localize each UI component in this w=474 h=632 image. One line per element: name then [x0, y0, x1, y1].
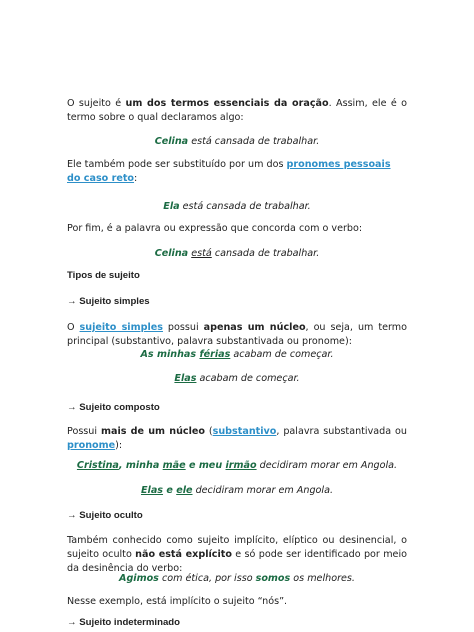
text: cansada de trabalhar.: [211, 248, 320, 259]
text: O sujeito é: [67, 98, 126, 109]
link-substantivo[interactable]: substantivo: [212, 426, 277, 437]
arrow-icon: →: [67, 296, 77, 307]
nucleo-underlined: mãe: [162, 460, 186, 471]
paragraph-substitution: [67, 158, 407, 186]
bold-phrase: apenas um núcleo: [203, 322, 306, 333]
arrow-icon: →: [67, 402, 77, 413]
text: :: [134, 173, 138, 184]
text: e: [185, 460, 199, 471]
paragraph-simples: [67, 321, 407, 349]
text: e: [163, 485, 177, 496]
link-pronomes-pessoais[interactable]: pronomes pessoais do caso reto: [67, 159, 391, 184]
example-2: [67, 200, 407, 214]
heading-tipos-de-sujeito: Tipos de sujeito: [67, 270, 140, 281]
link-pronome[interactable]: pronome: [67, 440, 116, 451]
subject-highlight: Celina: [154, 248, 189, 259]
nucleo-underlined: Cristina: [76, 460, 119, 471]
heading-text: Sujeito composto: [79, 402, 160, 413]
text: Possui: [67, 426, 101, 437]
paragraph-oculto: [67, 534, 407, 576]
bold-phrase: não está explícito: [135, 549, 232, 560]
text: Ele também pode ser substituído por um dos: [67, 159, 287, 170]
verb-highlight: Agimos: [119, 573, 159, 584]
bold-phrase: um dos termos essenciais da oração: [125, 98, 329, 109]
subject-highlight: Ela: [163, 201, 180, 212]
text: ):: [115, 440, 123, 451]
subject-highlight: Celina: [154, 136, 189, 147]
example-6: [67, 459, 407, 473]
text: acabam de começar.: [196, 373, 300, 384]
text: decidiram morar em Angola.: [192, 485, 333, 496]
example-1: [67, 135, 407, 149]
subject-highlight: minha: [125, 460, 163, 471]
example-5: [67, 372, 407, 386]
link-sujeito-simples[interactable]: sujeito simples: [79, 322, 163, 333]
heading-text: Sujeito oculto: [79, 510, 143, 521]
subject-highlight: As minhas: [140, 349, 200, 360]
nucleo-underlined: irmão: [225, 460, 257, 471]
text: possui: [162, 322, 204, 333]
nucleo-underlined: férias: [199, 349, 231, 360]
heading-sujeito-oculto: [67, 510, 143, 521]
paragraph-implicito: Nesse exemplo, está implícito o sujeito “nós”.: [67, 596, 288, 607]
paragraph-definition: [67, 97, 407, 125]
heading-sujeito-simples: [67, 296, 150, 307]
text: Também conhecido como sujeito implícito, elíptico ou desinencial, o sujeito oculto: [67, 535, 407, 560]
text: decidiram morar em Angola.: [256, 460, 398, 471]
heading-text: Sujeito indeterminado: [79, 617, 181, 628]
nucleo-underlined: Elas: [140, 485, 164, 496]
heading-text: Sujeito simples: [79, 296, 150, 307]
nucleo-underlined: ele: [176, 485, 193, 496]
text: , ou seja, um termo principal (substantivo, palavra substantivada ou pronome):: [67, 322, 407, 347]
text: com ética, por isso: [158, 573, 256, 584]
arrow-icon: →: [67, 617, 77, 628]
text: os melhores.: [290, 573, 355, 584]
text: (: [204, 426, 213, 437]
text: está cansada de trabalhar.: [179, 201, 311, 212]
text: acabam de começar.: [230, 349, 334, 360]
text: , palavra substantivada ou: [276, 426, 407, 437]
subject-highlight: meu: [198, 460, 226, 471]
verb-highlight: somos: [255, 573, 291, 584]
paragraph-composto: [67, 425, 407, 453]
heading-sujeito-indeterminado: [67, 617, 180, 628]
example-7: [67, 484, 407, 498]
arrow-icon: →: [67, 510, 77, 521]
example-3: [67, 247, 407, 261]
example-4: [67, 348, 407, 362]
nucleo-underlined: Elas: [174, 373, 197, 384]
text: está cansada de trabalhar.: [188, 136, 320, 147]
heading-sujeito-composto: [67, 402, 160, 413]
bold-phrase: mais de um núcleo: [100, 426, 205, 437]
text: e só pode ser identificado por meio da desinência do verbo:: [67, 549, 407, 574]
text: ,: [118, 460, 126, 471]
verb-underlined: está: [191, 248, 212, 259]
text: . Assim, ele é o termo sobre o qual declaramos algo:: [67, 98, 407, 123]
paragraph-agreement: Por fim, é a palavra ou expressão que concorda com o verbo:: [67, 223, 363, 234]
example-8: [67, 572, 407, 586]
text: O: [67, 322, 80, 333]
